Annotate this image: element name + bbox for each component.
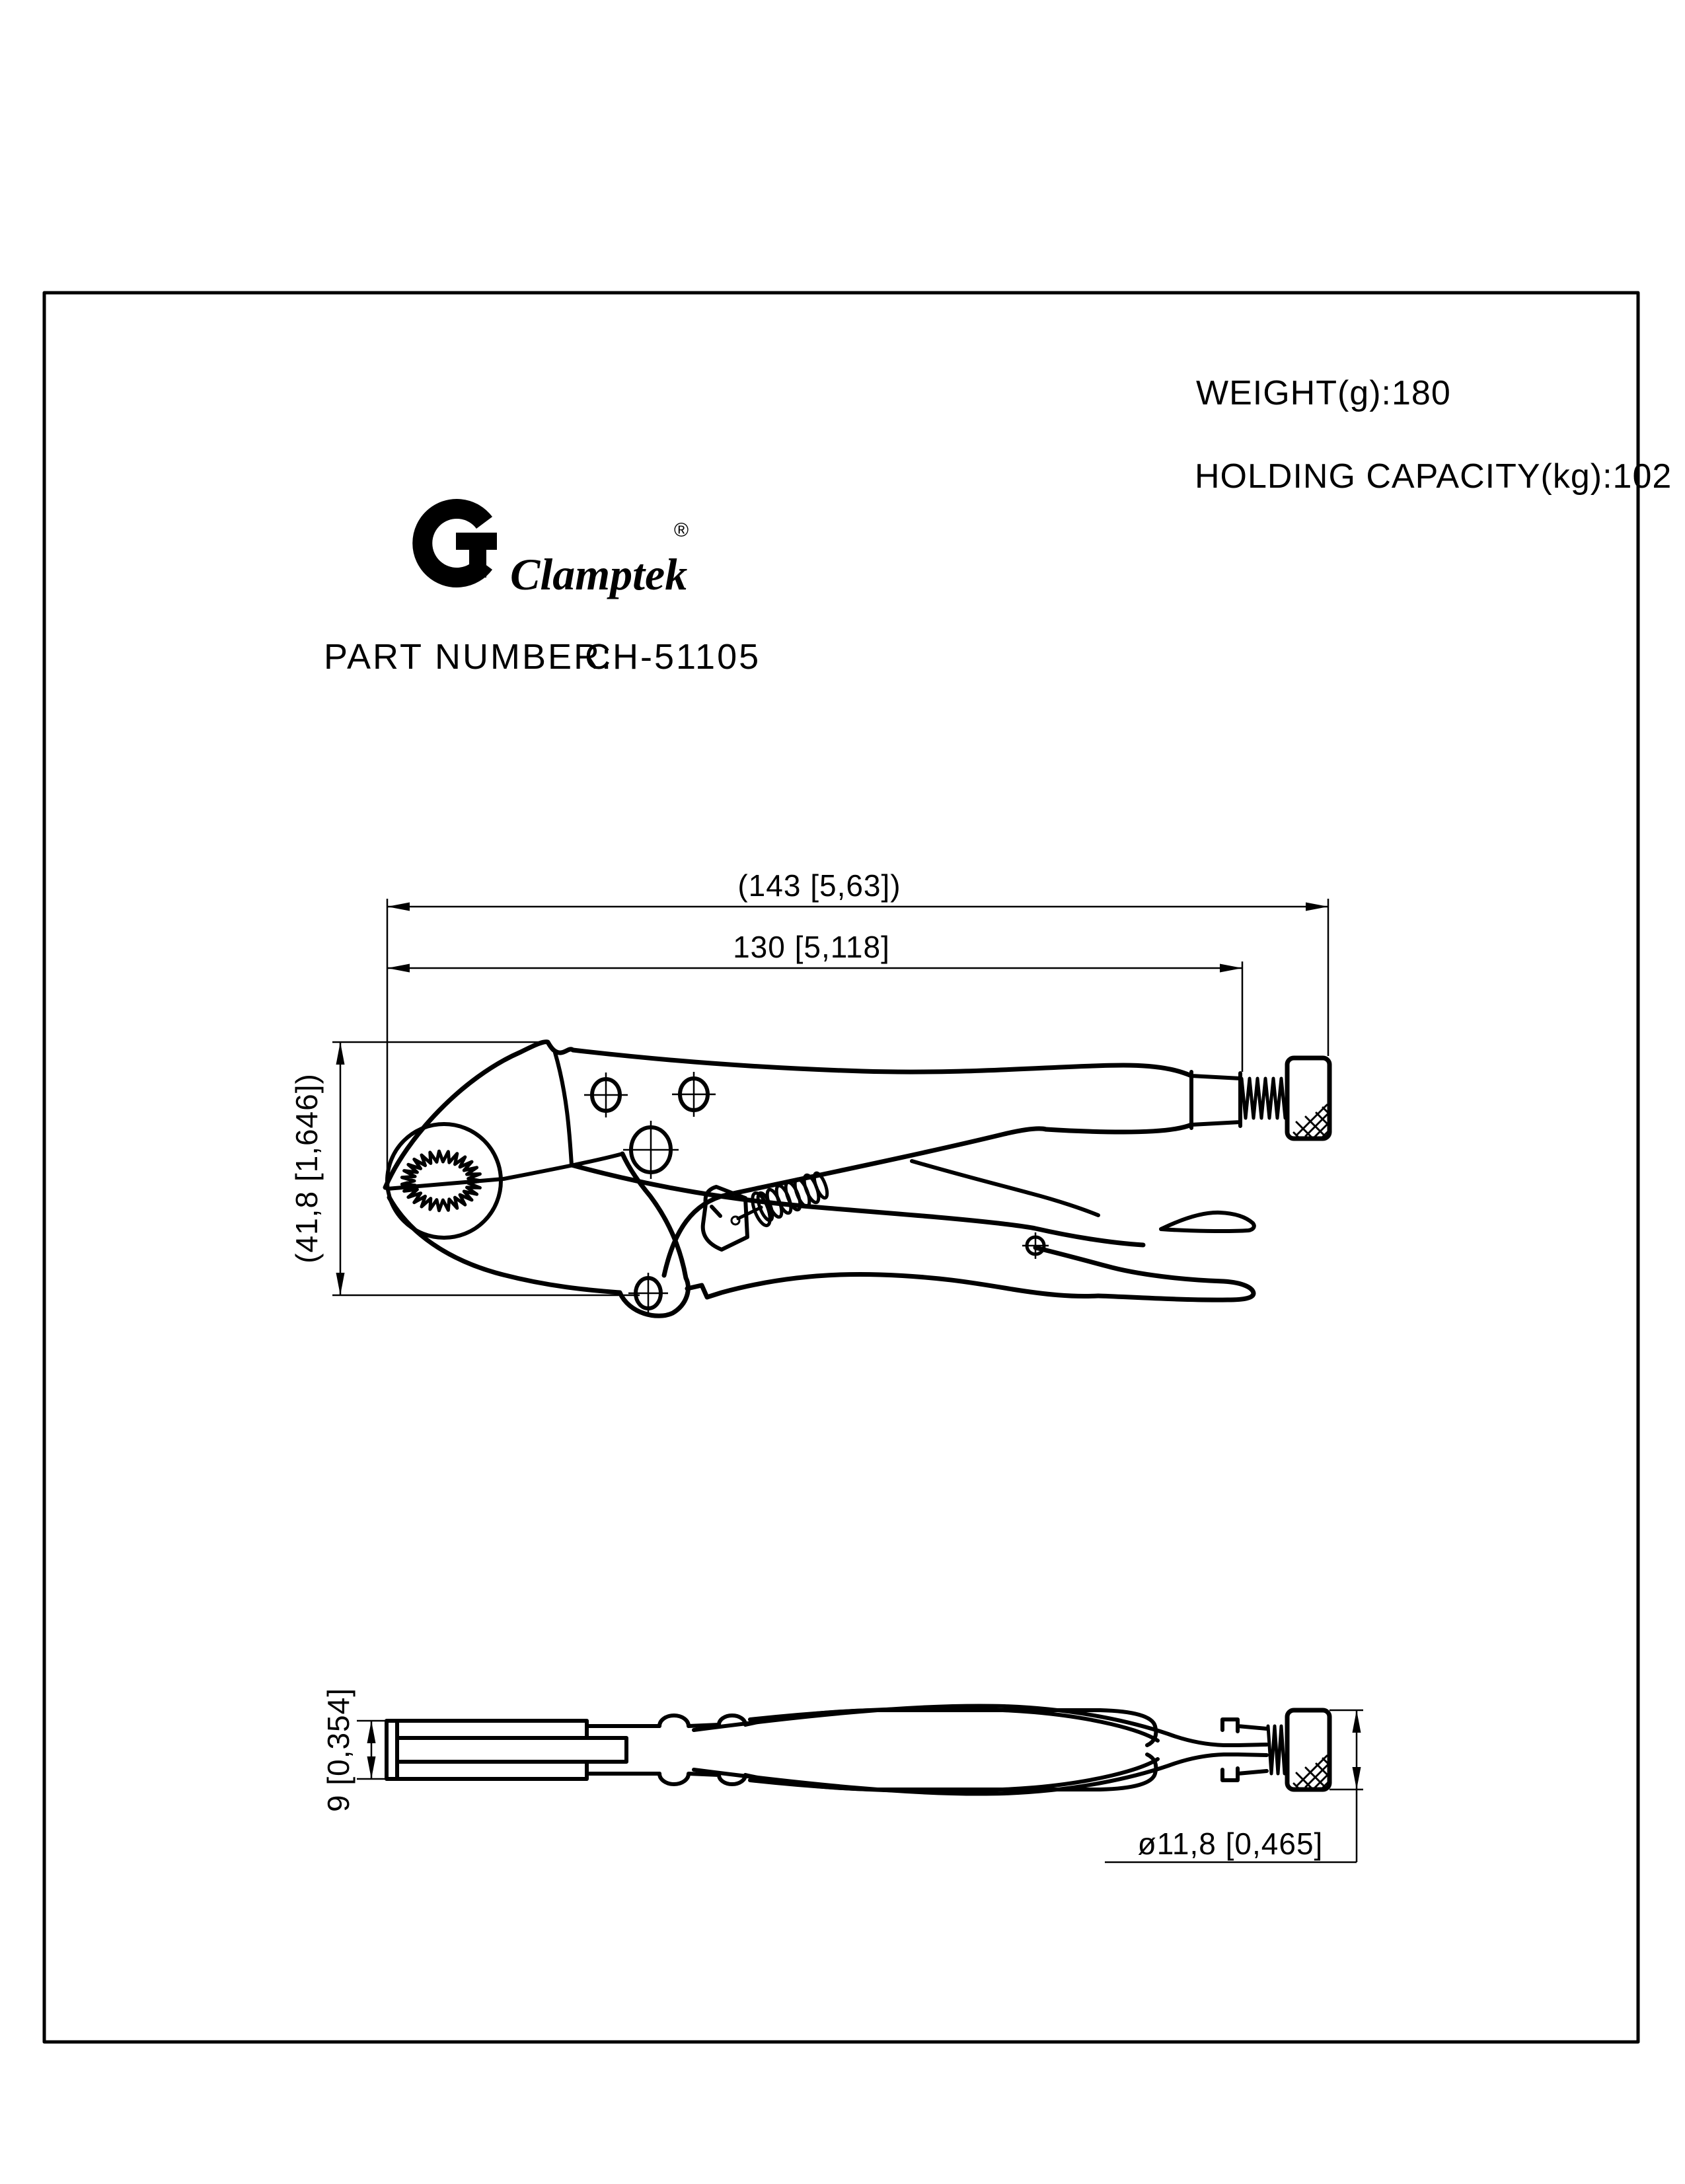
top-view-drawing xyxy=(321,1688,1363,1862)
handle-tip-steps xyxy=(1222,1719,1267,1780)
registered-trademark: ® xyxy=(674,519,689,541)
dimension-arrow xyxy=(387,903,410,911)
brand-name: Clamptek xyxy=(510,549,688,599)
adjusting-screw-knob xyxy=(1287,1058,1329,1139)
lower-jaw-outline xyxy=(389,1197,620,1293)
dim-knob-diameter-text: ø11,8 [0,465] xyxy=(1137,1826,1324,1861)
middle-jaw-bar xyxy=(397,1738,626,1762)
jaw-tip-face xyxy=(387,1721,397,1779)
dim-jaw-thickness xyxy=(321,1688,387,1812)
dim-length-to-screw xyxy=(387,930,1242,1072)
dimension-arrowheads xyxy=(336,903,1361,1790)
weight-spec: WEIGHT(g):180 xyxy=(1196,374,1451,412)
dimension-arrow xyxy=(367,1756,376,1779)
rivet-hole-crosshair xyxy=(672,1072,716,1117)
rivet-hole-crosshair xyxy=(584,1073,628,1117)
handle-end-section xyxy=(1191,1072,1240,1128)
dimension-arrow xyxy=(1353,1767,1361,1789)
dimension-arrow xyxy=(336,1042,345,1065)
dim-overall-length-text: (143 [5,63]) xyxy=(737,868,901,903)
lower-jaw-bar xyxy=(397,1762,587,1779)
release-lever-arm-line xyxy=(912,1161,1098,1215)
upper-jaw-body-outline xyxy=(385,1042,1191,1187)
jaw-plate-curve xyxy=(555,1053,572,1165)
adjusting-screw-thread xyxy=(1242,1078,1285,1118)
dimension-arrow xyxy=(336,1273,345,1295)
lower-handle-top-edge xyxy=(664,1129,1046,1275)
clamptek-logo-icon xyxy=(422,509,497,578)
part-number-label: PART NUMBER: xyxy=(324,637,614,677)
side-view-drawing xyxy=(289,868,1329,1316)
release-lever-lower-edge xyxy=(1035,1248,1254,1300)
knob-knurl-hatch-top xyxy=(1294,1756,1328,1789)
dimension-arrow xyxy=(1220,964,1242,973)
neck-lines xyxy=(587,1726,659,1774)
dim-height-text: (41,8 [1,646]) xyxy=(289,1073,324,1263)
handle-bottom-edge xyxy=(1046,1125,1191,1132)
adjusting-screw-knob-top xyxy=(1287,1710,1329,1789)
handle-inner-top xyxy=(750,1709,1158,1741)
dimension-arrow xyxy=(387,964,410,973)
spec-block xyxy=(1195,374,1672,496)
dimension-arrow xyxy=(367,1721,376,1743)
release-lever-hook xyxy=(1161,1213,1254,1231)
drawing-frame xyxy=(44,293,1638,2042)
upper-jaw-bar xyxy=(397,1721,587,1738)
part-number-value: CH-51105 xyxy=(585,637,761,677)
dim-overall-length xyxy=(387,868,1328,1184)
holding-capacity-spec: HOLDING CAPACITY(kg):102 xyxy=(1195,457,1672,496)
dim-jaw-thickness-text: 9 [0,354] xyxy=(321,1687,356,1813)
dim-length-text: 130 [5,118] xyxy=(733,930,890,964)
dimension-arrow xyxy=(1353,1710,1361,1733)
release-lever-screw-crosshair xyxy=(1022,1232,1049,1259)
brand-block xyxy=(324,509,761,677)
adjusting-screw-thread-top xyxy=(1268,1726,1285,1774)
knob-knurl-hatch xyxy=(1294,1105,1328,1138)
handle-inner-bottom xyxy=(750,1759,1158,1791)
lower-handle-bottom-edge xyxy=(687,1274,1098,1297)
dimension-arrow xyxy=(1306,903,1328,911)
